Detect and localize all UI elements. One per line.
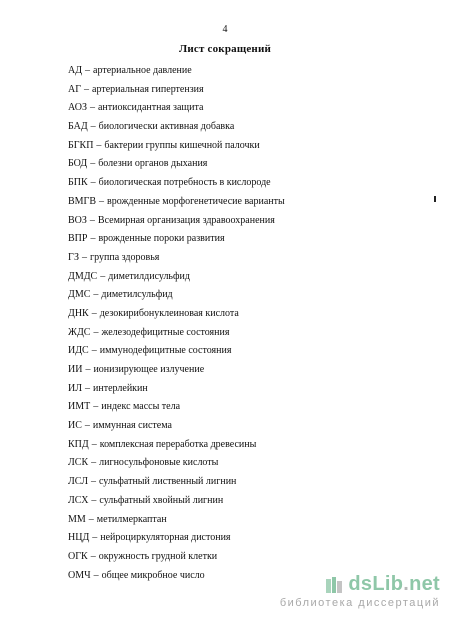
abbreviation-term: НЦД [68,532,90,544]
abbreviation-term: АОЗ [68,102,87,114]
watermark-logo-suffix: net [409,573,440,595]
abbreviation-meaning: группа здоровья [90,251,160,263]
abbreviation-meaning: окружность грудной клетки [98,550,218,562]
abbreviation-item [68,174,285,193]
abbreviation-term: ИС [68,420,82,432]
abbreviation-meaning: общее микробное число [101,569,205,581]
abbreviation-separator: – [82,251,88,263]
abbreviation-meaning: диметилдисульфид [108,270,190,282]
abbreviation-term: БАД [68,121,88,133]
abbreviation-item [68,567,285,586]
abbreviation-term: ОГК [68,550,88,562]
abbreviation-term: БГКП [68,139,94,151]
abbreviation-separator: – [91,476,96,488]
abbreviation-meaning: антиоксидантная защита [97,102,204,114]
abbreviation-meaning: иммунная система [92,420,172,432]
abbreviation-item [68,155,285,174]
abbreviation-meaning: биологически активная добавка [98,121,235,133]
abbreviation-separator: – [90,550,96,562]
abbreviation-term: АД [68,65,83,76]
abbreviation-term: ВМГВ [68,195,97,207]
abbreviation-term: АГ [68,83,82,95]
watermark [280,573,440,609]
abbreviation-item [68,473,285,492]
abbreviation-item [68,342,285,361]
abbreviation-item [68,212,285,231]
abbreviation-separator: – [92,532,98,544]
abbreviation-separator: – [89,102,95,114]
abbreviation-item [68,286,285,305]
abbreviation-meaning: диметилсульфид [101,289,173,301]
abbreviation-meaning: артериальное давление [93,65,192,76]
abbreviation-item [68,137,285,156]
abbreviation-separator: – [93,401,99,413]
abbreviation-meaning: сульфатный лиственный лигнин [99,476,237,488]
abbreviation-item [68,62,285,81]
abbreviation-separator: – [91,345,97,357]
abbreviation-term: ЛСЛ [68,476,88,488]
abbreviation-meaning: индекс массы тела [101,401,181,413]
abbreviation-separator: – [100,270,106,282]
abbreviation-separator: – [99,195,105,207]
abbreviation-term: ВОЗ [68,214,87,226]
abbreviation-term: ИИ [68,364,83,375]
abbreviation-term: ИЛ [68,382,83,394]
abbreviation-meaning: комплексная переработка древесины [99,438,257,450]
abbreviation-term: ДНК [68,307,89,319]
watermark-logo-prefix: dsLib [348,573,404,595]
abbreviation-term: ЛСХ [68,494,89,506]
abbreviation-item [68,81,285,100]
abbreviation-separator: – [90,158,96,170]
abbreviation-item [68,548,285,567]
abbreviation-meaning: врожденные пороки развития [98,233,225,245]
watermark-logo-text [348,573,440,596]
abbreviation-term: ВПР [68,233,88,245]
abbreviation-separator: – [85,364,91,375]
abbreviation-separator: – [96,139,102,151]
abbreviation-term: ОМЧ [68,569,91,581]
abbreviation-meaning: лигносульфоновые кислоты [99,457,219,469]
abbreviation-term: ЖДС [68,326,91,338]
abbreviation-separator: – [93,326,99,338]
abbreviation-separator: – [91,494,97,506]
abbreviation-meaning: Всемирная организация здравоохранения [97,214,275,226]
abbreviation-separator: – [93,569,99,581]
abbreviation-term: КПД [68,438,89,450]
abbreviation-separator: – [91,457,97,469]
abbreviation-item [68,361,285,380]
abbreviation-separator: – [84,420,90,432]
abbreviation-separator: – [84,83,90,95]
abbreviation-item [68,118,285,137]
abbreviation-separator: – [91,307,97,319]
abbreviation-separator: – [85,65,91,76]
abbreviation-term: ДМС [68,289,91,301]
watermark-subtitle: библиотека диссертаций [279,597,440,609]
abbreviation-term: ГЗ [68,251,80,263]
abbreviation-item [68,492,285,511]
abbreviation-separator: – [90,121,96,133]
abbreviation-item [68,268,285,287]
page-number: 4 [222,24,228,35]
abbreviation-item [68,324,285,343]
page-title: Лист сокращений [178,43,272,55]
abbreviation-meaning: дезокирибонуклеиновая кислота [99,307,239,319]
abbreviation-meaning: биологическая потребность в кислороде [98,177,271,189]
abbreviation-list [68,62,285,585]
abbreviation-meaning: врожденные морфогенетичесие варианты [107,195,285,207]
abbreviation-meaning: ионизирующее излучение [93,364,205,375]
watermark-logo-dot: . [403,573,410,595]
abbreviation-item [68,99,285,118]
abbreviation-item [68,417,285,436]
abbreviation-meaning: железодефицитные состояния [101,326,230,338]
abbreviation-term: ИДС [68,345,89,357]
watermark-logo [280,573,440,596]
abbreviation-term: ИМТ [68,401,91,413]
abbreviation-item [68,398,285,417]
abbreviation-item [68,454,285,473]
abbreviation-separator: – [89,214,95,226]
abbreviation-separator: – [90,233,96,245]
abbreviation-separator: – [85,382,91,394]
abbreviation-separator: – [88,513,94,525]
scan-artifact-mark [434,196,436,202]
abbreviation-meaning: метилмеркаптан [96,513,167,525]
abbreviation-separator: – [90,177,96,189]
abbreviation-item [68,249,285,268]
abbreviation-meaning: сульфатный хвойный лигнин [99,494,224,506]
abbreviation-term: ЛСК [68,457,89,469]
abbreviation-meaning: иммунодефицитные состояния [99,345,232,357]
abbreviation-meaning: интерлейкин [93,382,148,394]
abbreviation-term: БОД [68,158,88,170]
abbreviation-item [68,511,285,530]
book-stack-icon [324,575,344,595]
abbreviation-item [68,230,285,249]
abbreviation-meaning: нейроциркуляторная дистония [100,532,231,544]
abbreviation-separator: – [93,289,99,301]
abbreviation-meaning: артериальная гипертензия [92,83,204,95]
abbreviation-separator: – [91,438,97,450]
abbreviation-item [68,380,285,399]
abbreviation-term: БПК [68,177,88,189]
abbreviation-meaning: бактерии группы кишечной палочки [104,139,260,151]
abbreviation-item [68,193,285,212]
abbreviation-term: ДМДС [68,270,98,282]
abbreviation-meaning: болезни органов дыхания [98,158,208,170]
abbreviation-item [68,436,285,455]
abbreviation-item [68,305,285,324]
abbreviation-item [68,529,285,548]
abbreviation-term: ММ [68,513,86,525]
